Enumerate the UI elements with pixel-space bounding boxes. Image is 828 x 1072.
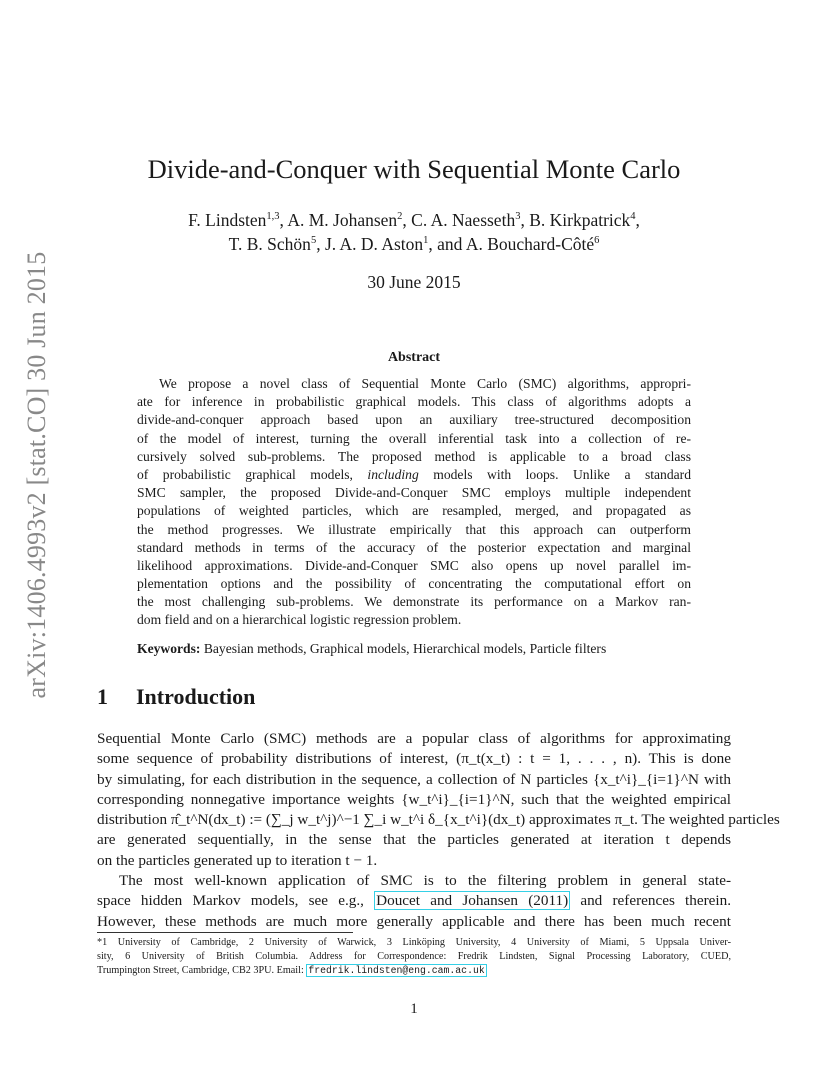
- intro-line: by simulating, for each distribution in the sequence, a collection of N particles {x_t^i}_{i=1}^N with: [97, 770, 731, 788]
- abstract-line: standard methods in terms of the accuracy of the posterior expectation and marginal: [137, 539, 691, 555]
- abstract-line: dom field and on a hierarchical logistic regression problem.: [137, 612, 462, 628]
- keywords: [137, 641, 691, 657]
- abstract-line: divide-and-conquer approach based upon an auxiliary tree-structured decomposition: [137, 412, 691, 428]
- abstract-line: We propose a novel class of Sequential Monte Carlo (SMC) algorithms, appropri-: [159, 376, 691, 391]
- intro-line: space hidden Markov models, see e.g., Doucet and Johansen (2011) and references therein.: [97, 892, 732, 910]
- email-link[interactable]: fredrik.lindsten@eng.cam.ac.uk: [308, 965, 485, 977]
- intro-line: corresponding nonnegative importance weights {w_t^i}_{i=1}^N, such that the weighted empirical: [97, 790, 731, 808]
- author-list-line-1: F. Lindsten$^{1,3}$, A. M. Johansen$^2$, C. A. Naesseth$^3$, B. Kirkpatrick$^4$,: [188, 210, 640, 230]
- author-list-line-2: T. B. Schön$^5$, J. A. D. Aston$^1$, and A. Bouchard-Côté$^6$: [228, 234, 600, 254]
- abstract-body: [137, 375, 691, 630]
- citation-link[interactable]: Doucet and Johansen (2011): [376, 892, 569, 910]
- keywords-text: Bayesian methods, Graphical models, Hierarchical models, Particle filters: [200, 641, 607, 656]
- section-number: 1: [97, 684, 108, 709]
- abstract-line: plementation options and the possibility of concentrating the computational effort on: [137, 576, 691, 592]
- footnote: [97, 936, 731, 979]
- paper-date: 30 June 2015: [367, 272, 461, 292]
- abstract-line: ate for inference in probabilistic graphical models. This class of algorithms adopts a: [137, 394, 691, 410]
- footnote-line: Trumpington Street, Cambridge, CB2 3PU. Email: fredrik.lindsten@eng.cam.ac.uk: [97, 965, 485, 977]
- intro-line: Sequential Monte Carlo (SMC) methods are a popular class of algorithms for approximating: [97, 730, 731, 747]
- intro-line: some sequence of probability distributions of interest, (π_t(x_t) : t = 1, . . . , n). This is done: [97, 750, 731, 768]
- intro-line: The most well-known application of SMC is to the filtering problem in general state-: [119, 872, 731, 890]
- intro-line: However, these methods are much more generally applicable and there has been much recent: [97, 912, 731, 930]
- keywords-label: Keywords:: [137, 641, 201, 656]
- intro-line: are generated sequentially, in the sense that the particles generated at iteration t depends: [97, 831, 731, 849]
- abstract-line: of probabilistic graphical models, including models with loops. Unlike a standard: [137, 466, 691, 482]
- section-title: Introduction: [136, 684, 256, 709]
- paper-title: Divide-and-Conquer with Sequential Monte Carlo: [147, 154, 681, 184]
- intro-line: on the particles generated up to iteration t − 1.: [97, 851, 378, 869]
- abstract-line: the method progresses. We illustrate empirically that this approach can outperform: [137, 521, 691, 537]
- footnote-divider: [97, 932, 353, 933]
- abstract-line: likelihood approximations. Divide-and-Conquer SMC also opens up novel parallel im-: [137, 557, 691, 573]
- abstract-line: the most challenging sub-problems. We demonstrate its performance on a Markov ran-: [137, 594, 691, 610]
- page-number: 1: [410, 1001, 418, 1017]
- abstract-line: populations of weighted particles, which are resampled, merged, and propagated as: [137, 503, 691, 519]
- abstract-line: cursively solved sub-problems. The proposed method is applicable to a broad class: [137, 448, 691, 464]
- introduction-body: [97, 729, 780, 932]
- abstract-line: SMC sampler, the proposed Divide-and-Conquer SMC employs multiple independent: [137, 485, 691, 501]
- abstract-heading: Abstract: [387, 350, 441, 365]
- footnote-line: sity, 6 University of British Columbia. Address for Correspondence: Fredrik Lindsten, Signal Processing Laboratory, CUED,: [97, 951, 731, 963]
- arxiv-watermark: arXiv:1406.4993v2 [stat.CO] 30 Jun 2015: [22, 251, 51, 699]
- abstract-line: of the model of interest, turning the overall inferential task into a collection of re-: [137, 430, 691, 446]
- footnote-line: *1 University of Cambridge, 2 University of Warwick, 3 Linköping University, 4 University of Miami, 5 Uppsala Univer-: [97, 937, 731, 948]
- intro-line: distribution π̂_t^N(dx_t) := (∑_j w_t^j)^−1 ∑_i w_t^i δ_{x_t^i}(dx_t) approximates π_t. The weighted particles: [97, 811, 780, 829]
